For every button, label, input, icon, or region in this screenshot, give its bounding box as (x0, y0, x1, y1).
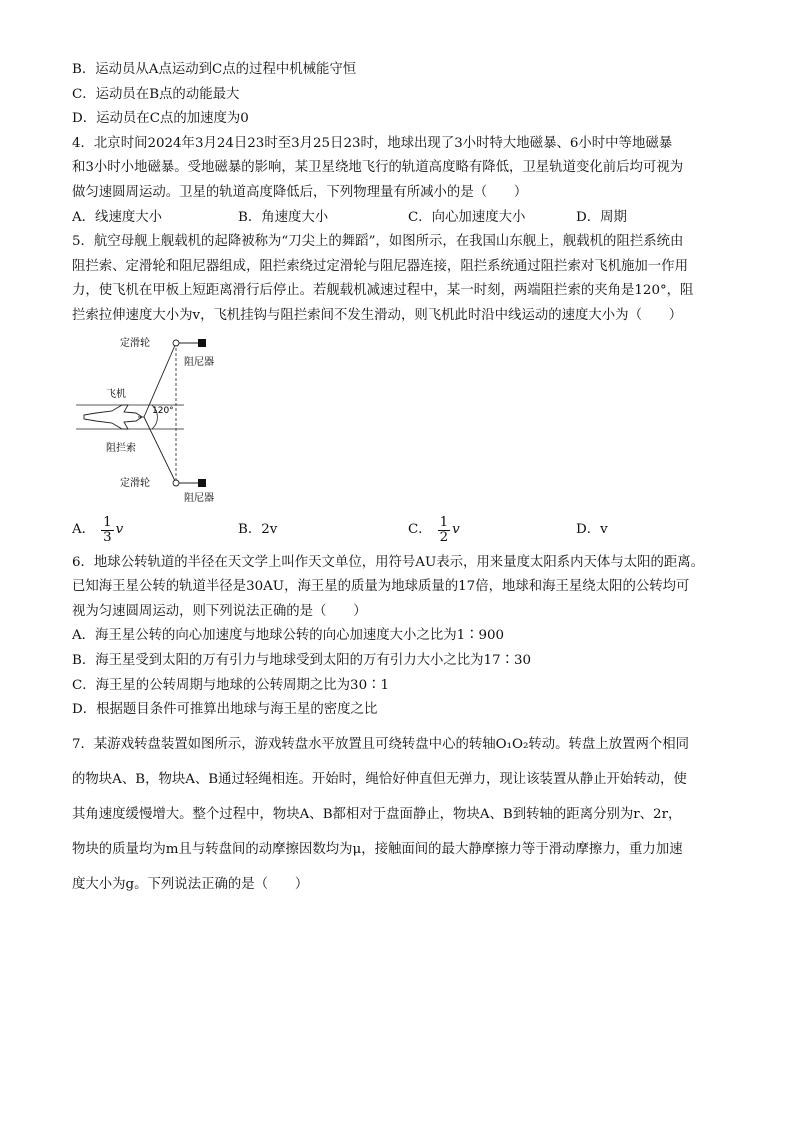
q5-option-c-variable: v (452, 522, 460, 538)
q7-stem-line-3: 其角速度缓慢增大。整个过程中，物块A、B都相对于盘面静止，物块A、B到转轴的距离分别为r、2r， (72, 806, 682, 822)
cable-lower (144, 417, 176, 483)
label-pulley-top: 定滑轮 (120, 337, 150, 349)
q5-option-a-fraction (101, 516, 114, 545)
q4-options (72, 206, 724, 231)
q5-option-a-variable: v (115, 522, 124, 538)
q4-option-b: B．角速度大小 (238, 209, 329, 225)
fraction-numerator: 1 (439, 515, 449, 531)
fraction-denominator: 2 (439, 530, 449, 546)
q5-option-a (72, 516, 238, 545)
q3-option-d: D．运动员在C点的加速度为0 (72, 111, 249, 127)
q5-stem-line-4: 拦索拉伸速度大小为v，飞机挂钩与阻拦索间不发生滑动，则飞机此时沿中线运动的速度大小为（ ） (72, 307, 683, 323)
q5-stem-line-1: 5．航空母舰上舰载机的起降被称为“刀尖上的舞蹈”，如图所示，在我国山东舰上，舰载机的阻拦系统由 (72, 234, 684, 250)
q5-option-c-label: C． (408, 522, 432, 538)
diagram-svg (76, 335, 236, 505)
q6-stem-line-1: 6．地球公转轨道的半径在天文学上叫作天文单位，用符号AU表示，用来量度太阳系内天体与太阳的距离。 (72, 554, 705, 570)
q3-option-c: C．运动员在B点的动能最大 (72, 86, 240, 102)
fraction-denominator: 3 (103, 530, 112, 546)
q5-arresting-cable-diagram (76, 335, 236, 505)
label-angle: 120° (152, 405, 174, 416)
damper-bottom-icon (198, 479, 206, 487)
q4-option-d: D．周期 (576, 209, 627, 225)
q5-option-b: B．2v (238, 522, 278, 538)
airplane-icon (84, 405, 142, 429)
q5-stem-line-3: 力，使飞机在甲板上短距离滑行后停止。若舰载机减速过程中，某一时刻，两端阻拦索的夹角是120°，阻 (72, 283, 694, 299)
q6-option-d: D．根据题目条件可推算出地球与海王星的密度之比 (72, 702, 378, 718)
damper-top-icon (198, 339, 206, 347)
label-damper-top: 阻尼器 (184, 356, 214, 368)
label-damper-bottom: 阻尼器 (184, 492, 214, 504)
exam-page (72, 58, 724, 902)
q7-stem-line-1: 7．某游戏转盘装置如图所示，游戏转盘水平放置且可绕转盘中心的转轴O₁O₂转动。转盘上放置两个相同 (72, 736, 690, 752)
pulley-top-icon (173, 340, 179, 346)
q7-stem-line-4: 物块的质量均为m且与转盘间的动摩擦因数均为μ，接触面间的最大静摩擦力等于滑动摩擦力，重力加速 (72, 841, 683, 857)
pulley-bottom-icon (173, 480, 179, 486)
label-plane: 飞机 (106, 388, 126, 400)
q5-option-c (408, 516, 576, 545)
label-pulley-bottom: 定滑轮 (120, 477, 150, 489)
q3-option-b: B．运动员从A点运动到C点的过程中机械能守恒 (72, 62, 357, 77)
q7-stem-line-2: 的物块A、B，物块A、B通过轻绳相连。开始时，绳恰好伸直但无弹力，现让该装置从静止开始转动，使 (72, 771, 687, 787)
fraction-numerator: 1 (103, 515, 112, 531)
q4-stem-line-3: 做匀速圆周运动。卫星的轨道高度降低后，下列物理量有所减小的是（ ） (72, 184, 528, 200)
q4-stem-line-1: 4．北京时间2024年3月24日23时至3月25日23时，地球出现了3小时特大地磁暴、6小时中等地磁暴 (72, 135, 673, 151)
q5-option-c-fraction (438, 516, 451, 545)
q6-stem-line-3: 视为匀速圆周运动，则下列说法正确的是（ ） (72, 603, 367, 619)
q4-option-a: A．线速度大小 (72, 209, 163, 225)
q6-option-b: B．海王星受到太阳的万有引力与地球受到太阳的万有引力大小之比为17∶30 (72, 652, 532, 668)
q6-option-a: A．海王星公转的向心加速度与地球公转的向心加速度大小之比为1∶900 (72, 628, 505, 644)
q5-stem-line-2: 阻拦索、定滑轮和阻尼器组成，阻拦索绕过定滑轮与阻尼器连接，阻拦系统通过阻拦索对飞机施加一作用 (72, 258, 688, 274)
label-cable: 阻拦索 (106, 442, 136, 454)
q5-option-d: D．v (576, 522, 608, 538)
q5-option-a-label: A． (72, 522, 96, 538)
q4-option-c: C．向心加速度大小 (408, 209, 526, 225)
q6-stem-line-2: 已知海王星公转的轨道半径是30AU，海王星的质量为地球质量的17倍，地球和海王星绕太阳的公转均可 (72, 579, 690, 595)
q6-option-c: C．海王星的公转周期与地球的公转周期之比为30∶1 (72, 677, 390, 693)
q5-options (72, 511, 724, 551)
q7-stem-line-5: 度大小为g。下列说法正确的是（ ） (72, 876, 309, 892)
q4-stem-line-2: 和3小时小地磁暴。受地磁暴的影响，某卫星绕地飞行的轨道高度略有降低，卫星轨道变化前后均可视为 (72, 160, 684, 176)
